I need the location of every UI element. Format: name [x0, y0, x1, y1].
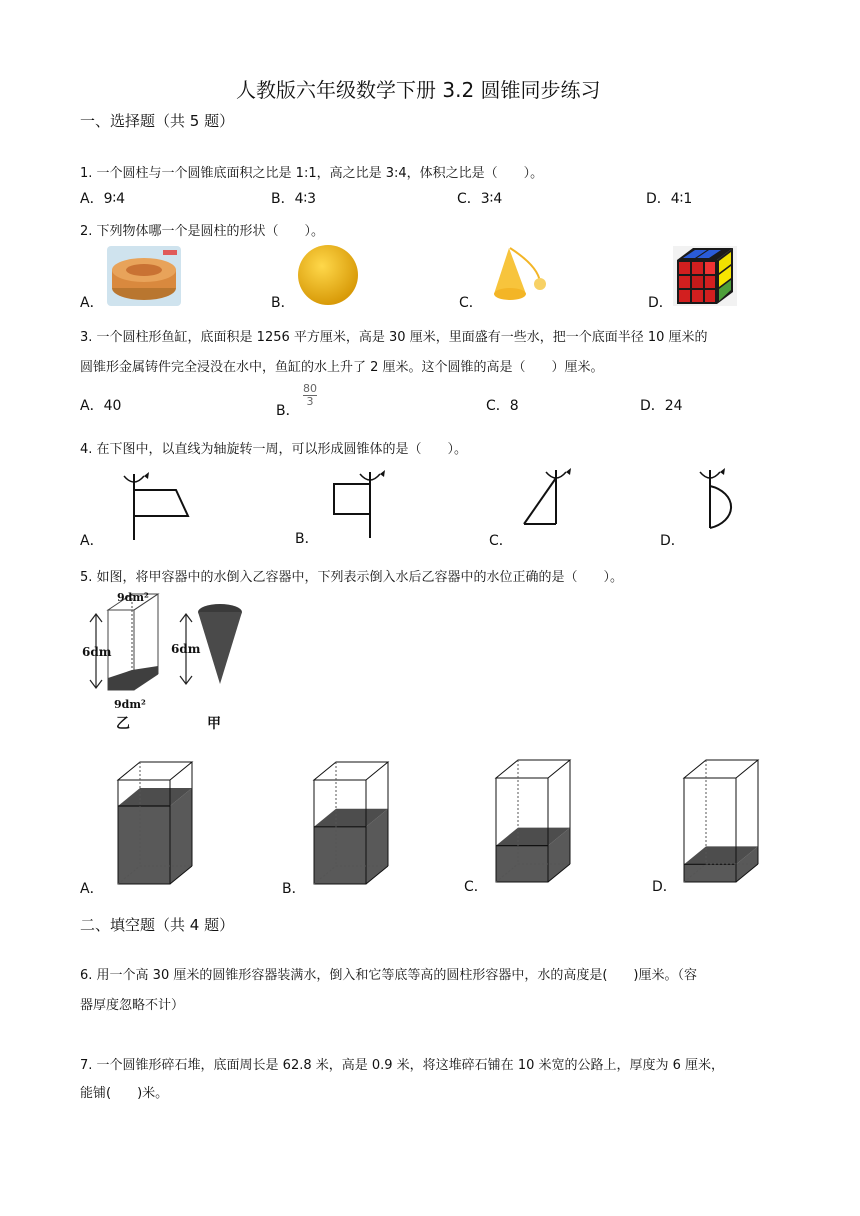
q5-option-c[interactable]: C． [464, 879, 488, 895]
container-top [118, 762, 192, 780]
container-top [496, 760, 570, 778]
q1-option-b[interactable]: B．4∶3 [271, 191, 317, 207]
question-7-line2: 能铺( )米。 [80, 1086, 169, 1101]
fraction-denominator: 3 [306, 395, 314, 408]
q2-option-a[interactable]: A． [80, 295, 104, 311]
container-jia-label: 甲 [207, 716, 221, 732]
q3-option-c[interactable]: C．8 [486, 398, 519, 414]
q5-option-d-box [684, 754, 760, 886]
water-front [118, 806, 170, 884]
q3-option-b[interactable]: B． [276, 403, 300, 419]
q1-option-a[interactable]: A．9∶4 [80, 191, 126, 207]
q5-option-b[interactable]: B． [282, 881, 306, 897]
question-6-line1: 6. 用一个高 30 厘米的圆锥形容器装满水，倒入和它等底等高的圆柱形容器中，水的高度是( )厘米。（容 [80, 968, 697, 983]
q5-option-a[interactable]: A． [80, 881, 104, 897]
question-3-line2: 圆锥形金属铸件完全浸没在水中，鱼缸的水上升了 2 厘米。这个圆锥的高是（ ）厘米。 [80, 360, 604, 375]
q4-option-c[interactable]: C． [489, 533, 513, 549]
q4-figure-b [330, 466, 386, 542]
page-title: 人教版六年级数学下册 3.2 圆锥同步练习 [236, 78, 601, 102]
q4-option-d[interactable]: D． [660, 533, 685, 549]
q3-option-d[interactable]: D．24 [640, 398, 683, 414]
q4-option-a[interactable]: A． [80, 533, 104, 549]
prism-height-label: 6dm [82, 645, 112, 659]
q5-option-c-box [496, 754, 572, 886]
question-7-line1: 7. 一个圆锥形碎石堆，底面周长是 62.8 米，高是 0.9 米，将这堆碎石铺在 10 米宽的公路上，厚度为 6 厘米， [80, 1058, 725, 1073]
q5-option-d[interactable]: D． [652, 879, 677, 895]
question-4: 4. 在下图中，以直线为轴旋转一周，可以形成圆锥体的是（ ）。 [80, 442, 468, 457]
q4-figure-c [516, 466, 576, 542]
water-front [684, 864, 736, 882]
ball-photo [297, 244, 359, 306]
question-1: 1. 一个圆柱与一个圆锥底面积之比是 1:1，高之比是 3:4，体积之比是（ ）。 [80, 166, 544, 181]
container-yi-label: 乙 [116, 716, 130, 732]
q2-option-b[interactable]: B． [271, 295, 295, 311]
q2-option-d[interactable]: D． [648, 295, 673, 311]
question-3-line1: 3. 一个圆柱形鱼缸，底面积是 1256 平方厘米，高是 30 厘米，里面盛有一些水，把一个底面半径 10 厘米的 [80, 330, 708, 345]
container-top [684, 760, 758, 778]
q5-figure [82, 590, 262, 730]
container-top [314, 762, 388, 780]
cone-top-area-label: 9dm² [117, 591, 149, 604]
cone-height-label: 6dm [171, 642, 201, 656]
prism-bottom-area-label: 9dm² [114, 698, 146, 711]
q2-option-c[interactable]: C． [459, 295, 483, 311]
section-heading-choice: 一、选择题（共 5 题） [80, 112, 235, 130]
party-hat-photo [488, 246, 550, 304]
q3-option-a[interactable]: A．40 [80, 398, 122, 414]
q4-figure-a [118, 466, 198, 542]
q1-option-d[interactable]: D．4∶1 [646, 191, 693, 207]
question-2: 2. 下列物体哪一个是圆柱的形状（ ）。 [80, 224, 325, 239]
q3-fraction [303, 383, 317, 408]
question-5: 5. 如图，将甲容器中的水倒入乙容器中，下列表示倒入水后乙容器中的水位正确的是（ ）。 [80, 570, 624, 585]
question-6-line2: 器厚度忽略不计） [80, 998, 185, 1013]
q4-figure-d [694, 466, 754, 542]
fraction-numerator: 80 [303, 382, 317, 395]
q5-option-b-box [314, 756, 390, 888]
q4-option-b[interactable]: B． [295, 531, 319, 547]
section-heading-fill: 二、填空题（共 4 题） [80, 916, 235, 934]
q5-option-a-box [118, 756, 194, 888]
q1-option-c[interactable]: C．3∶4 [457, 191, 503, 207]
cake-photo [107, 246, 181, 306]
water-front [314, 827, 366, 884]
cube-puzzle-photo [673, 246, 737, 306]
